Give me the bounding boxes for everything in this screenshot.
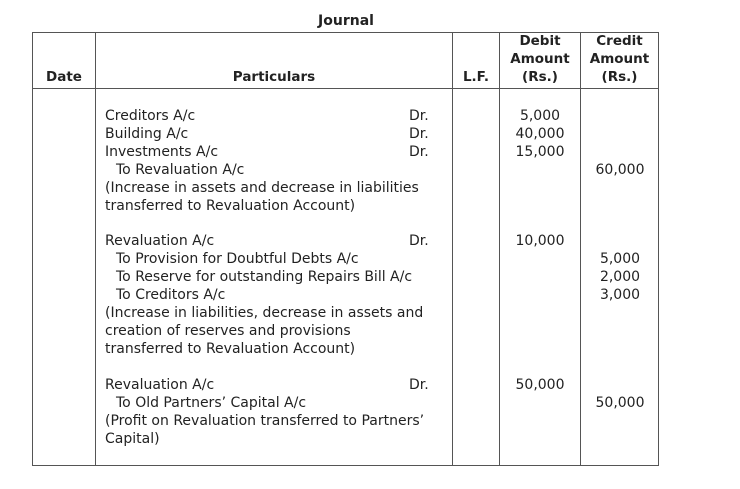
dr-marker: Dr. xyxy=(409,233,429,249)
header-debit-line: Amount xyxy=(510,51,570,67)
narration-line: transferred to Revaluation Account) xyxy=(105,341,356,357)
header-debit-line: (Rs.) xyxy=(522,69,558,85)
credit-amount: 60,000 xyxy=(595,162,645,178)
header-debit-line: Debit xyxy=(519,33,561,49)
narration-line: creation of reserves and provisions xyxy=(105,323,351,339)
narration-line: Capital) xyxy=(105,431,160,447)
narration-line: transferred to Revaluation Account) xyxy=(105,198,356,214)
debit-amount: 15,000 xyxy=(515,144,565,160)
particulars-line: To Old Partners’ Capital A/c xyxy=(116,395,307,411)
particulars-line: Creditors A/c xyxy=(105,108,196,124)
dr-marker: Dr. xyxy=(409,108,429,124)
narration-line: (Increase in liabilities, decrease in assets and xyxy=(105,305,424,321)
particulars-line: Revaluation A/c xyxy=(105,233,215,249)
particulars-line: To Reserve for outstanding Repairs Bill A/c xyxy=(116,269,413,285)
debit-amount: 50,000 xyxy=(515,377,565,393)
journal-title: Journal xyxy=(318,13,374,29)
column-border-left xyxy=(32,32,33,466)
dr-marker: Dr. xyxy=(409,144,429,160)
header-bottom-border xyxy=(32,88,659,89)
debit-amount: 40,000 xyxy=(515,126,565,142)
header-credit-line: Amount xyxy=(589,51,650,67)
particulars-line: Revaluation A/c xyxy=(105,377,215,393)
particulars-line: To Provision for Doubtful Debts A/c xyxy=(116,251,359,267)
header-date: Date xyxy=(46,69,82,85)
header-particulars: Particulars xyxy=(232,69,316,85)
credit-amount: 2,000 xyxy=(599,269,641,285)
dr-marker: Dr. xyxy=(409,126,429,142)
particulars-line: Building A/c xyxy=(105,126,189,142)
narration-line: (Increase in assets and decrease in liabilities xyxy=(105,180,419,196)
credit-amount: 3,000 xyxy=(599,287,641,303)
header-lf: L.F. xyxy=(462,69,490,85)
column-border-date xyxy=(95,32,96,466)
debit-amount: 5,000 xyxy=(519,108,561,124)
particulars-line: To Creditors A/c xyxy=(116,287,226,303)
particulars-line: To Revaluation A/c xyxy=(116,162,245,178)
narration-line: (Profit on Revaluation transferred to Partners’ xyxy=(105,413,425,429)
particulars-line: Investments A/c xyxy=(105,144,219,160)
column-border-particulars xyxy=(452,32,453,466)
credit-amount: 5,000 xyxy=(599,251,641,267)
header-credit-line: (Rs.) xyxy=(601,69,638,85)
table-bottom-border xyxy=(32,465,659,466)
credit-amount: 50,000 xyxy=(595,395,645,411)
debit-amount: 10,000 xyxy=(515,233,565,249)
dr-marker: Dr. xyxy=(409,377,429,393)
header-credit-line: Credit xyxy=(596,33,643,49)
